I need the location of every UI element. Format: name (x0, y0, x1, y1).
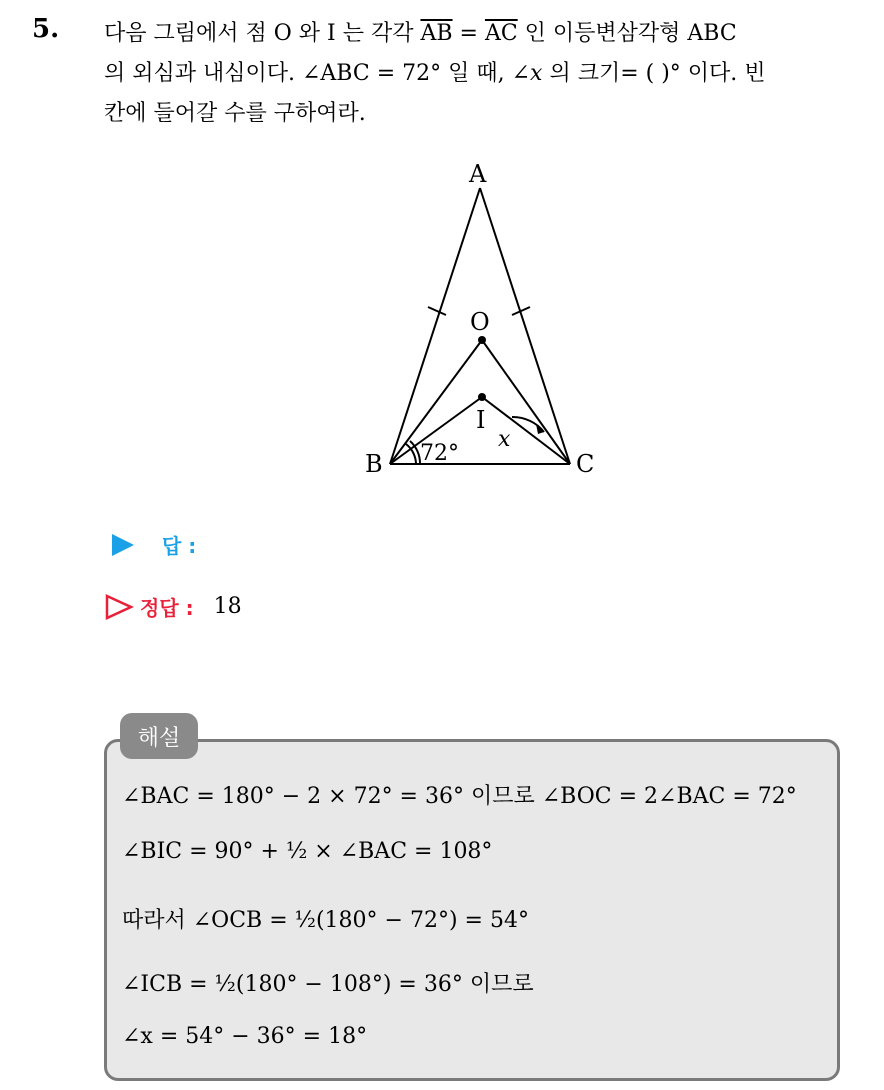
correct-answer-label: 정답 : (140, 596, 194, 620)
label-o: O (470, 308, 490, 336)
question-number: 5. (32, 14, 60, 44)
question-line-2 (104, 54, 864, 94)
segment-ab: $\overline{AB}$ (420, 21, 453, 46)
segment-oc (482, 340, 570, 464)
outline-triangle-icon (104, 594, 134, 620)
tick-mark-ab (428, 307, 446, 315)
solution-line-4: ∠ICB = ½(180° − 108°) = 36° 이므로 (122, 972, 534, 997)
question-line-3: 칸에 들어갈 수를 구하여라. (104, 101, 366, 126)
question-line-2-a: 의 외심과 내심이다. ∠ABC = 72° 일 때, ∠ (104, 61, 531, 86)
solution-line-3: 따라서 ∠OCB = ½(180° − 72°) = 54° (122, 908, 529, 933)
side-ab (390, 188, 480, 464)
question-line-2-b: 의 크기= ( )° 이다. 빈 (542, 61, 766, 86)
question-line-1-a: 다음 그림에서 점 O 와 I 는 각각 (104, 21, 421, 46)
label-i: I (476, 406, 486, 434)
label-b: B (365, 450, 383, 478)
solution-tab: 해설 (120, 713, 198, 759)
segment-ic (482, 397, 570, 464)
question-line-1 (104, 14, 864, 54)
variable-x: x (530, 61, 543, 86)
label-c: C (576, 450, 595, 478)
equals-sign: = (452, 21, 485, 46)
angle-label-x: x (498, 427, 511, 452)
angle-label-72: 72° (420, 441, 459, 466)
question-text (104, 14, 864, 134)
correct-answer-row (104, 592, 242, 621)
triangle-figure (340, 150, 610, 485)
point-o (478, 336, 486, 344)
label-a: A (469, 160, 487, 188)
play-triangle-icon (112, 534, 134, 556)
answer-label: 답 : (162, 534, 197, 558)
answer-row (104, 530, 196, 559)
solution-line-5: ∠x = 54° − 36° = 18° (122, 1024, 368, 1049)
point-i (478, 393, 486, 401)
solution-line-2: ∠BIC = 90° + ½ × ∠BAC = 108° (122, 839, 493, 864)
segment-ac: $\overline{AC}$ (484, 21, 518, 46)
question-line-1-b: 인 이등변삼각형 ABC (517, 21, 737, 46)
correct-answer-value: 18 (213, 594, 242, 619)
solution-line-1: ∠BAC = 180° − 2 × 72° = 36° 이므로 ∠BOC = 2∠BAC = 72° (122, 784, 797, 809)
side-ac (480, 188, 570, 464)
